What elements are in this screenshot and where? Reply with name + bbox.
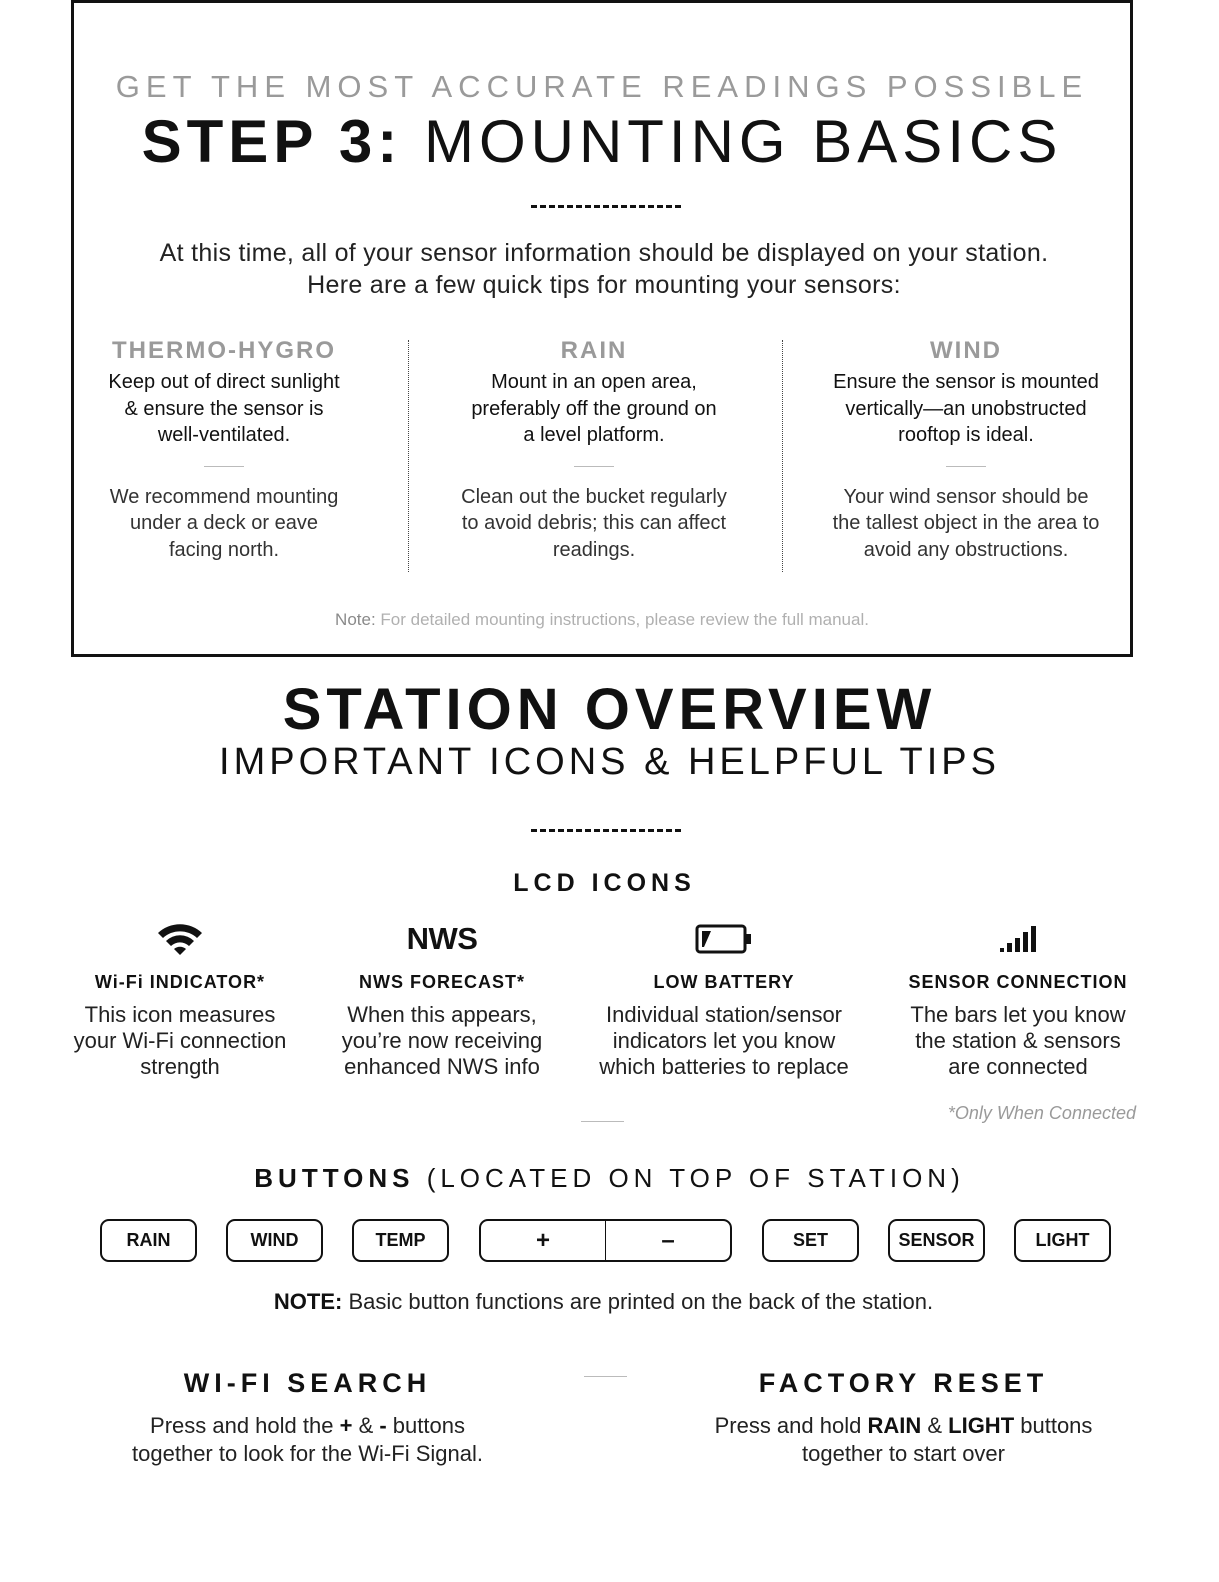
text-line: together to start over — [802, 1441, 1005, 1466]
column-heading: THERMO-HYGRO — [112, 337, 336, 364]
text-line: which batteries to replace — [599, 1054, 849, 1079]
text-line: a level platform. — [523, 424, 665, 446]
icon-item-low-battery — [584, 912, 864, 1080]
text-line: We recommend mounting — [109, 485, 339, 508]
text-line: the tallest object in the area to — [832, 512, 1100, 534]
buttons-heading-light: (LOCATED ON TOP OF STATION) — [414, 1163, 965, 1193]
signal-bars-icon — [898, 912, 1138, 966]
text-line: avoid any obstructions. — [863, 538, 1069, 561]
icon-label: SENSOR CONNECTION — [908, 972, 1128, 992]
text-line: enhanced NWS info — [344, 1054, 540, 1079]
short-divider — [946, 466, 986, 467]
text-line: facing north. — [168, 538, 280, 561]
dotted-column-divider — [782, 340, 783, 572]
wifi-search-heading: WI-FI SEARCH — [183, 1368, 432, 1398]
text-part: buttons — [386, 1413, 465, 1438]
step-name: MOUNTING BASICS — [423, 108, 1063, 175]
column-rain — [434, 337, 754, 563]
step-title — [74, 107, 1130, 176]
step-number: STEP 3: — [141, 108, 403, 175]
text-line: & ensure the sensor is — [124, 397, 324, 420]
column-thermo-hygro — [74, 337, 374, 563]
factory-reset-heading: FACTORY RESET — [758, 1368, 1049, 1398]
text-line: readings. — [552, 538, 636, 561]
icon-item-nws — [322, 912, 562, 1080]
set-button[interactable]: SET — [762, 1219, 859, 1262]
text-line: your Wi-Fi connection — [73, 1028, 287, 1053]
mounting-basics-panel — [71, 0, 1133, 657]
text-line: preferably off the ground on — [471, 397, 717, 420]
wind-button[interactable]: WIND — [226, 1219, 323, 1262]
icon-description — [584, 1002, 864, 1080]
text-line: When this appears, — [347, 1002, 537, 1027]
column-primary — [434, 369, 754, 449]
column-wind — [806, 337, 1126, 563]
icon-label: Wi-Fi INDICATOR* — [94, 972, 266, 992]
footnote: *Only When Connected — [947, 1103, 1136, 1123]
icon-item-wifi — [60, 912, 300, 1080]
column-heading: WIND — [930, 337, 1002, 364]
icon-description — [322, 1002, 562, 1080]
minus-button[interactable]: – — [605, 1221, 730, 1260]
overview-subtitle: IMPORTANT ICONS & HELPFUL TIPS — [219, 741, 1000, 783]
note-label: Note: — [335, 610, 376, 629]
short-divider — [204, 466, 244, 467]
dashed-divider — [531, 205, 681, 208]
lcd-icons-heading: LCD ICONS — [513, 869, 696, 897]
column-primary — [806, 369, 1126, 449]
dashed-divider — [531, 829, 681, 832]
text-line: Mount in an open area, — [491, 371, 697, 393]
buttons-heading-bold: BUTTONS — [254, 1163, 415, 1193]
light-button[interactable]: LIGHT — [1014, 1219, 1111, 1262]
buttons-note — [0, 1289, 1207, 1315]
short-divider — [581, 1121, 624, 1122]
note-text: Basic button functions are printed on the back of the station. — [342, 1289, 934, 1314]
text-line: well-ventilated. — [157, 424, 291, 446]
icon-label: LOW BATTERY — [653, 972, 795, 992]
text-line: are connected — [948, 1054, 1088, 1079]
text-line: you’re now receiving — [341, 1028, 543, 1053]
column-secondary — [74, 484, 374, 564]
mounting-note — [74, 610, 1130, 630]
text-line — [656, 1412, 1151, 1440]
column-secondary — [806, 484, 1126, 564]
note-label: NOTE: — [273, 1289, 343, 1314]
text-line: Clean out the bucket regularly — [461, 485, 727, 508]
icon-description — [898, 1002, 1138, 1080]
plus-button[interactable]: + — [535, 1226, 550, 1254]
buttons-heading — [0, 1163, 1219, 1194]
text-line: Keep out of direct sunlight — [108, 371, 340, 393]
column-heading: RAIN — [560, 337, 628, 364]
text-line: together to look for the Wi-Fi Signal. — [132, 1441, 483, 1466]
wifi-search-text — [60, 1412, 555, 1468]
overview-title: STATION OVERVIEW — [282, 677, 937, 742]
key-light: LIGHT — [948, 1413, 1015, 1438]
short-divider — [574, 466, 614, 467]
plus-minus-button-group — [479, 1219, 732, 1262]
icon-label: NWS FORECAST* — [359, 972, 525, 992]
note-text: For detailed mounting instructions, please review the full manual. — [375, 610, 869, 629]
text-line: Your wind sensor should be — [843, 485, 1089, 508]
key-plus: + — [339, 1413, 353, 1438]
text-line: strength — [140, 1054, 220, 1079]
intro-line: At this time, all of your sensor information should be displayed on your station. — [159, 239, 1049, 267]
text-part: & — [921, 1413, 949, 1438]
rain-button[interactable]: RAIN — [100, 1219, 197, 1262]
text-line: vertically—an unobstructed — [845, 397, 1087, 420]
kicker-text: GET THE MOST ACCURATE READINGS POSSIBLE — [115, 69, 1089, 104]
intro-line: Here are a few quick tips for mounting your sensors: — [307, 271, 901, 299]
icon-item-sensor-connection — [898, 912, 1138, 1080]
low-battery-icon — [584, 912, 864, 966]
wifi-icon — [60, 912, 300, 966]
nws-glyph: NWS — [406, 921, 478, 956]
temp-button[interactable]: TEMP — [352, 1219, 449, 1262]
icon-description — [60, 1002, 300, 1080]
text-line: Ensure the sensor is mounted — [833, 371, 1099, 393]
text-line: to avoid debris; this can affect — [461, 512, 727, 534]
text-part: & — [352, 1413, 380, 1438]
text-part: buttons — [1014, 1413, 1093, 1438]
text-line: This icon measures — [84, 1002, 276, 1027]
key-rain: RAIN — [867, 1413, 922, 1438]
text-part: Press and hold — [714, 1413, 868, 1438]
nws-icon — [322, 912, 562, 966]
factory-reset-text — [656, 1412, 1151, 1468]
text-line: under a deck or eave — [130, 512, 318, 534]
intro-text — [94, 237, 1114, 301]
column-primary — [74, 369, 374, 449]
key-minus: - — [379, 1413, 387, 1438]
text-line: indicators let you know — [612, 1028, 836, 1053]
text-part: Press and hold the — [150, 1413, 340, 1438]
text-line: the station & sensors — [915, 1028, 1121, 1053]
column-secondary — [434, 484, 754, 564]
text-line — [60, 1412, 555, 1440]
text-line: rooftop is ideal. — [898, 424, 1034, 446]
short-divider — [584, 1376, 627, 1377]
dotted-column-divider — [408, 340, 409, 572]
text-line: The bars let you know — [910, 1002, 1126, 1027]
text-line: Individual station/sensor — [605, 1002, 843, 1027]
sensor-button[interactable]: SENSOR — [888, 1219, 985, 1262]
